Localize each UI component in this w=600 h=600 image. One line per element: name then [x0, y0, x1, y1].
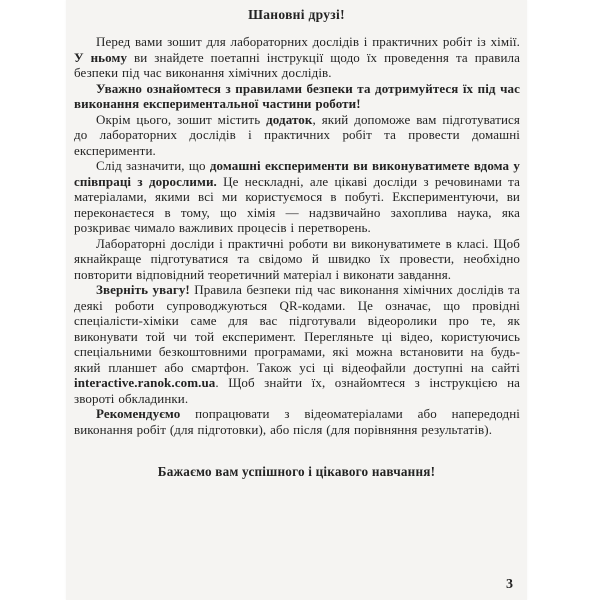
paragraph — [74, 158, 520, 236]
body-text: Окрім цього, зошит містить — [96, 111, 267, 127]
body-text: Правила безпеки під час виконання хімічних дослідів та деякі роботи супроводжуються QR-кодами. Це означає, що провідні спеціалісти-хіміки саме для вас підготували відеоролики про те, як виконувати той чи той експеримент. Перегляньте ці відео, користуючись спеціальними безкоштовними програмами, які можна встановити на будь-який планшет або смартфон. Також усі ці відеофайли доступні на сайті — [74, 282, 520, 375]
paragraph — [74, 81, 520, 112]
body-text: Слід зазначити, що — [96, 158, 210, 173]
emphasis-text: У ньому — [74, 49, 128, 65]
emphasis-text: interactive.ranok.com.ua — [74, 375, 216, 390]
paragraphs — [66, 23, 527, 437]
closing-line: Бажаємо вам успішного і цікавого навчання! — [157, 464, 436, 479]
body-text: ви знайдете поетапні інструкції щодо їх проведення та правила безпеки під час виконання хімічних дослідів. — [74, 49, 520, 80]
body-text: , який допоможе вам підготуватися до лабораторних дослідів і практичних робіт та провести домашні експерименти. — [74, 111, 520, 158]
emphasis-text: Зверніть увагу! — [96, 282, 190, 297]
body-text: Перед вами зошит для лабораторних дослідів і практичних робіт із хімії. — [96, 34, 520, 49]
page-heading: Шановні друзі! — [248, 7, 345, 22]
book-page — [66, 0, 527, 600]
body-text: . Щоб знайти їх, ознайомтеся з інструкцією на звороті обкладинки. — [74, 375, 520, 406]
page-number: 3 — [506, 577, 513, 592]
emphasis-text: Рекомендуємо — [96, 406, 181, 421]
body-text: попрацювати з відеоматеріалами або напередодні виконання робіт (для підготовки), або після (для порівняння результатів). — [74, 406, 520, 437]
emphasis-text: домашні експерименти ви виконуватимете вдома у співпраці з дорослими. — [74, 158, 520, 189]
emphasis-text: додаток — [266, 111, 313, 127]
body-text: Лабораторні досліди і практичні роботи ви виконуватимете в класі. Щоб якнайкраще підготуватися та свідомо й швидко їх провести, необхідно повторити відповідний теоретичний матеріал і виконати завдання. — [74, 235, 520, 282]
paragraph — [74, 282, 520, 406]
paragraph — [74, 406, 520, 437]
body-text: Це нескладні, але цікаві досліди з речовинами та матеріалами, якими всі ми користуємося в побуті. Експериментуючи, ви переконаєтеся в тому, що хімія — надзвичайно захоплива наука, яка розкриває чимало важливих процесів і перетворень. — [74, 173, 520, 235]
paragraph — [74, 112, 520, 159]
emphasis-text: Уважно ознайомтеся з правилами безпеки та дотримуйтеся їх під час виконання експериментальної частини роботи! — [74, 80, 520, 111]
paragraph — [74, 34, 520, 81]
paragraph — [74, 236, 520, 283]
